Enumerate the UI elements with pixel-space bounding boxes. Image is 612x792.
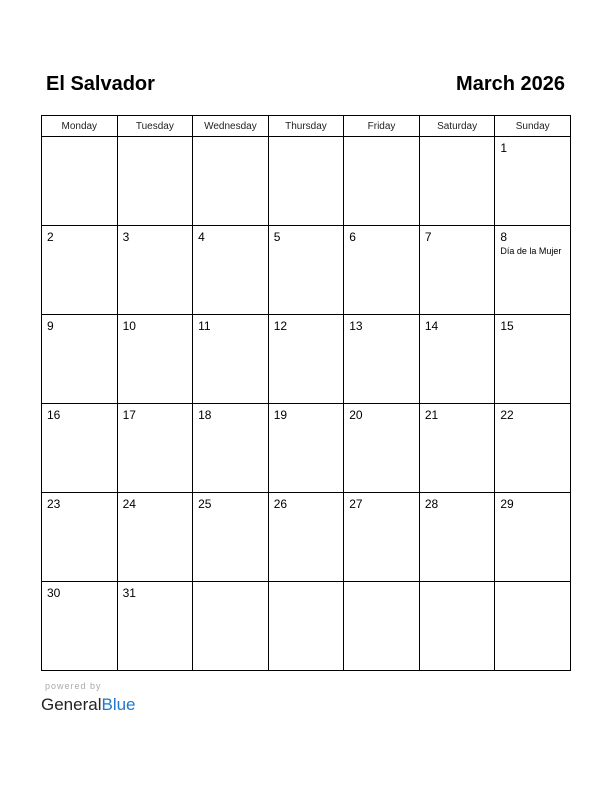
day-number: [495, 582, 570, 586]
day-cell: [42, 493, 118, 582]
day-number: 31: [122, 586, 136, 600]
day-number: 22: [500, 408, 514, 422]
day-number: 23: [47, 497, 61, 511]
day-number: 26: [273, 497, 288, 511]
day-number: 6: [349, 230, 356, 244]
weekday-header: Saturday: [419, 116, 495, 137]
day-cell: [344, 404, 420, 493]
week-row: [42, 315, 571, 404]
day-cell: [344, 226, 420, 315]
day-cell: [42, 582, 118, 671]
holiday-label: Día de la Mujer: [500, 246, 562, 256]
day-number: 7: [424, 230, 432, 244]
brand-logo[interactable]: [41, 694, 136, 716]
day-cell: [268, 493, 344, 582]
day-number: 13: [349, 319, 363, 333]
day-number: 8: [500, 230, 508, 244]
day-number: 24: [122, 497, 136, 511]
day-number: [269, 582, 344, 586]
day-number: 29: [500, 497, 514, 511]
day-number: 10: [122, 319, 136, 333]
day-cell: [268, 226, 344, 315]
day-cell: [42, 226, 118, 315]
day-cell: [419, 493, 495, 582]
day-cell: [193, 493, 269, 582]
day-number: [420, 582, 495, 586]
day-number: 17: [122, 408, 136, 422]
brand-name-part2: Blue: [101, 695, 136, 714]
day-number: 14: [424, 319, 439, 333]
week-row: [42, 137, 571, 226]
day-cell: [193, 315, 269, 404]
day-number: [269, 137, 344, 141]
day-cell: [117, 315, 193, 404]
day-number: 4: [198, 230, 205, 244]
day-cell: [495, 226, 571, 315]
weekday-header-row: [42, 116, 571, 137]
weekday-header: Sunday: [495, 116, 571, 137]
day-number: 20: [349, 408, 363, 422]
weekday-header: Thursday: [268, 116, 344, 137]
day-cell: [419, 315, 495, 404]
day-cell: [42, 404, 118, 493]
day-number: [118, 137, 193, 141]
day-cell: [42, 315, 118, 404]
month-title: March 2026: [456, 73, 565, 95]
day-cell: [419, 404, 495, 493]
day-number: 27: [349, 497, 363, 511]
day-number: [42, 137, 117, 141]
day-number: 12: [273, 319, 288, 333]
weekday-header: Monday: [42, 116, 118, 137]
day-number: 25: [198, 497, 212, 511]
day-number: 18: [198, 408, 212, 422]
footer: [41, 680, 136, 716]
week-row: [42, 582, 571, 671]
day-number: 9: [47, 319, 54, 333]
day-number: 19: [273, 408, 288, 422]
day-cell: [193, 404, 269, 493]
day-cell: [344, 137, 420, 226]
day-cell: [419, 582, 495, 671]
day-number: [193, 582, 268, 586]
calendar-grid: [41, 115, 571, 671]
day-cell: [344, 315, 420, 404]
day-cell: [344, 582, 420, 671]
day-number: 1: [500, 141, 508, 155]
day-cell: [268, 582, 344, 671]
day-number: 5: [273, 230, 281, 244]
day-number: [344, 137, 419, 141]
day-cell: [117, 582, 193, 671]
day-cell: [117, 404, 193, 493]
day-number: 28: [424, 497, 439, 511]
day-cell: [117, 137, 193, 226]
day-cell: [495, 137, 571, 226]
day-cell: [193, 582, 269, 671]
week-row: [42, 404, 571, 493]
day-cell: [117, 493, 193, 582]
day-number: [193, 137, 268, 141]
day-cell: [268, 137, 344, 226]
calendar-header: [41, 70, 571, 98]
day-number: 11: [198, 319, 211, 333]
powered-by-text: powered by: [45, 681, 102, 691]
brand-name-part1: General: [41, 695, 102, 714]
weekday-header: Friday: [344, 116, 420, 137]
day-cell: [495, 493, 571, 582]
day-number: 2: [47, 230, 54, 244]
day-number: 21: [424, 408, 439, 422]
day-cell: [117, 226, 193, 315]
country-title: El Salvador: [46, 73, 155, 95]
day-number: 30: [47, 586, 61, 600]
day-cell: [268, 404, 344, 493]
day-number: [344, 582, 419, 586]
day-number: 15: [500, 319, 514, 333]
day-cell: [193, 226, 269, 315]
day-cell: [42, 137, 118, 226]
day-cell: [495, 315, 571, 404]
day-cell: [495, 404, 571, 493]
day-cell: [268, 315, 344, 404]
weekday-header: Wednesday: [193, 116, 269, 137]
day-number: 16: [47, 408, 61, 422]
weekday-header: Tuesday: [117, 116, 193, 137]
day-cell: [419, 226, 495, 315]
week-row: [42, 493, 571, 582]
day-cell: [344, 493, 420, 582]
week-row: [42, 226, 571, 315]
day-cell: [419, 137, 495, 226]
day-cell: [193, 137, 269, 226]
day-number: 3: [122, 230, 130, 244]
day-cell: [495, 582, 571, 671]
day-number: [420, 137, 495, 141]
